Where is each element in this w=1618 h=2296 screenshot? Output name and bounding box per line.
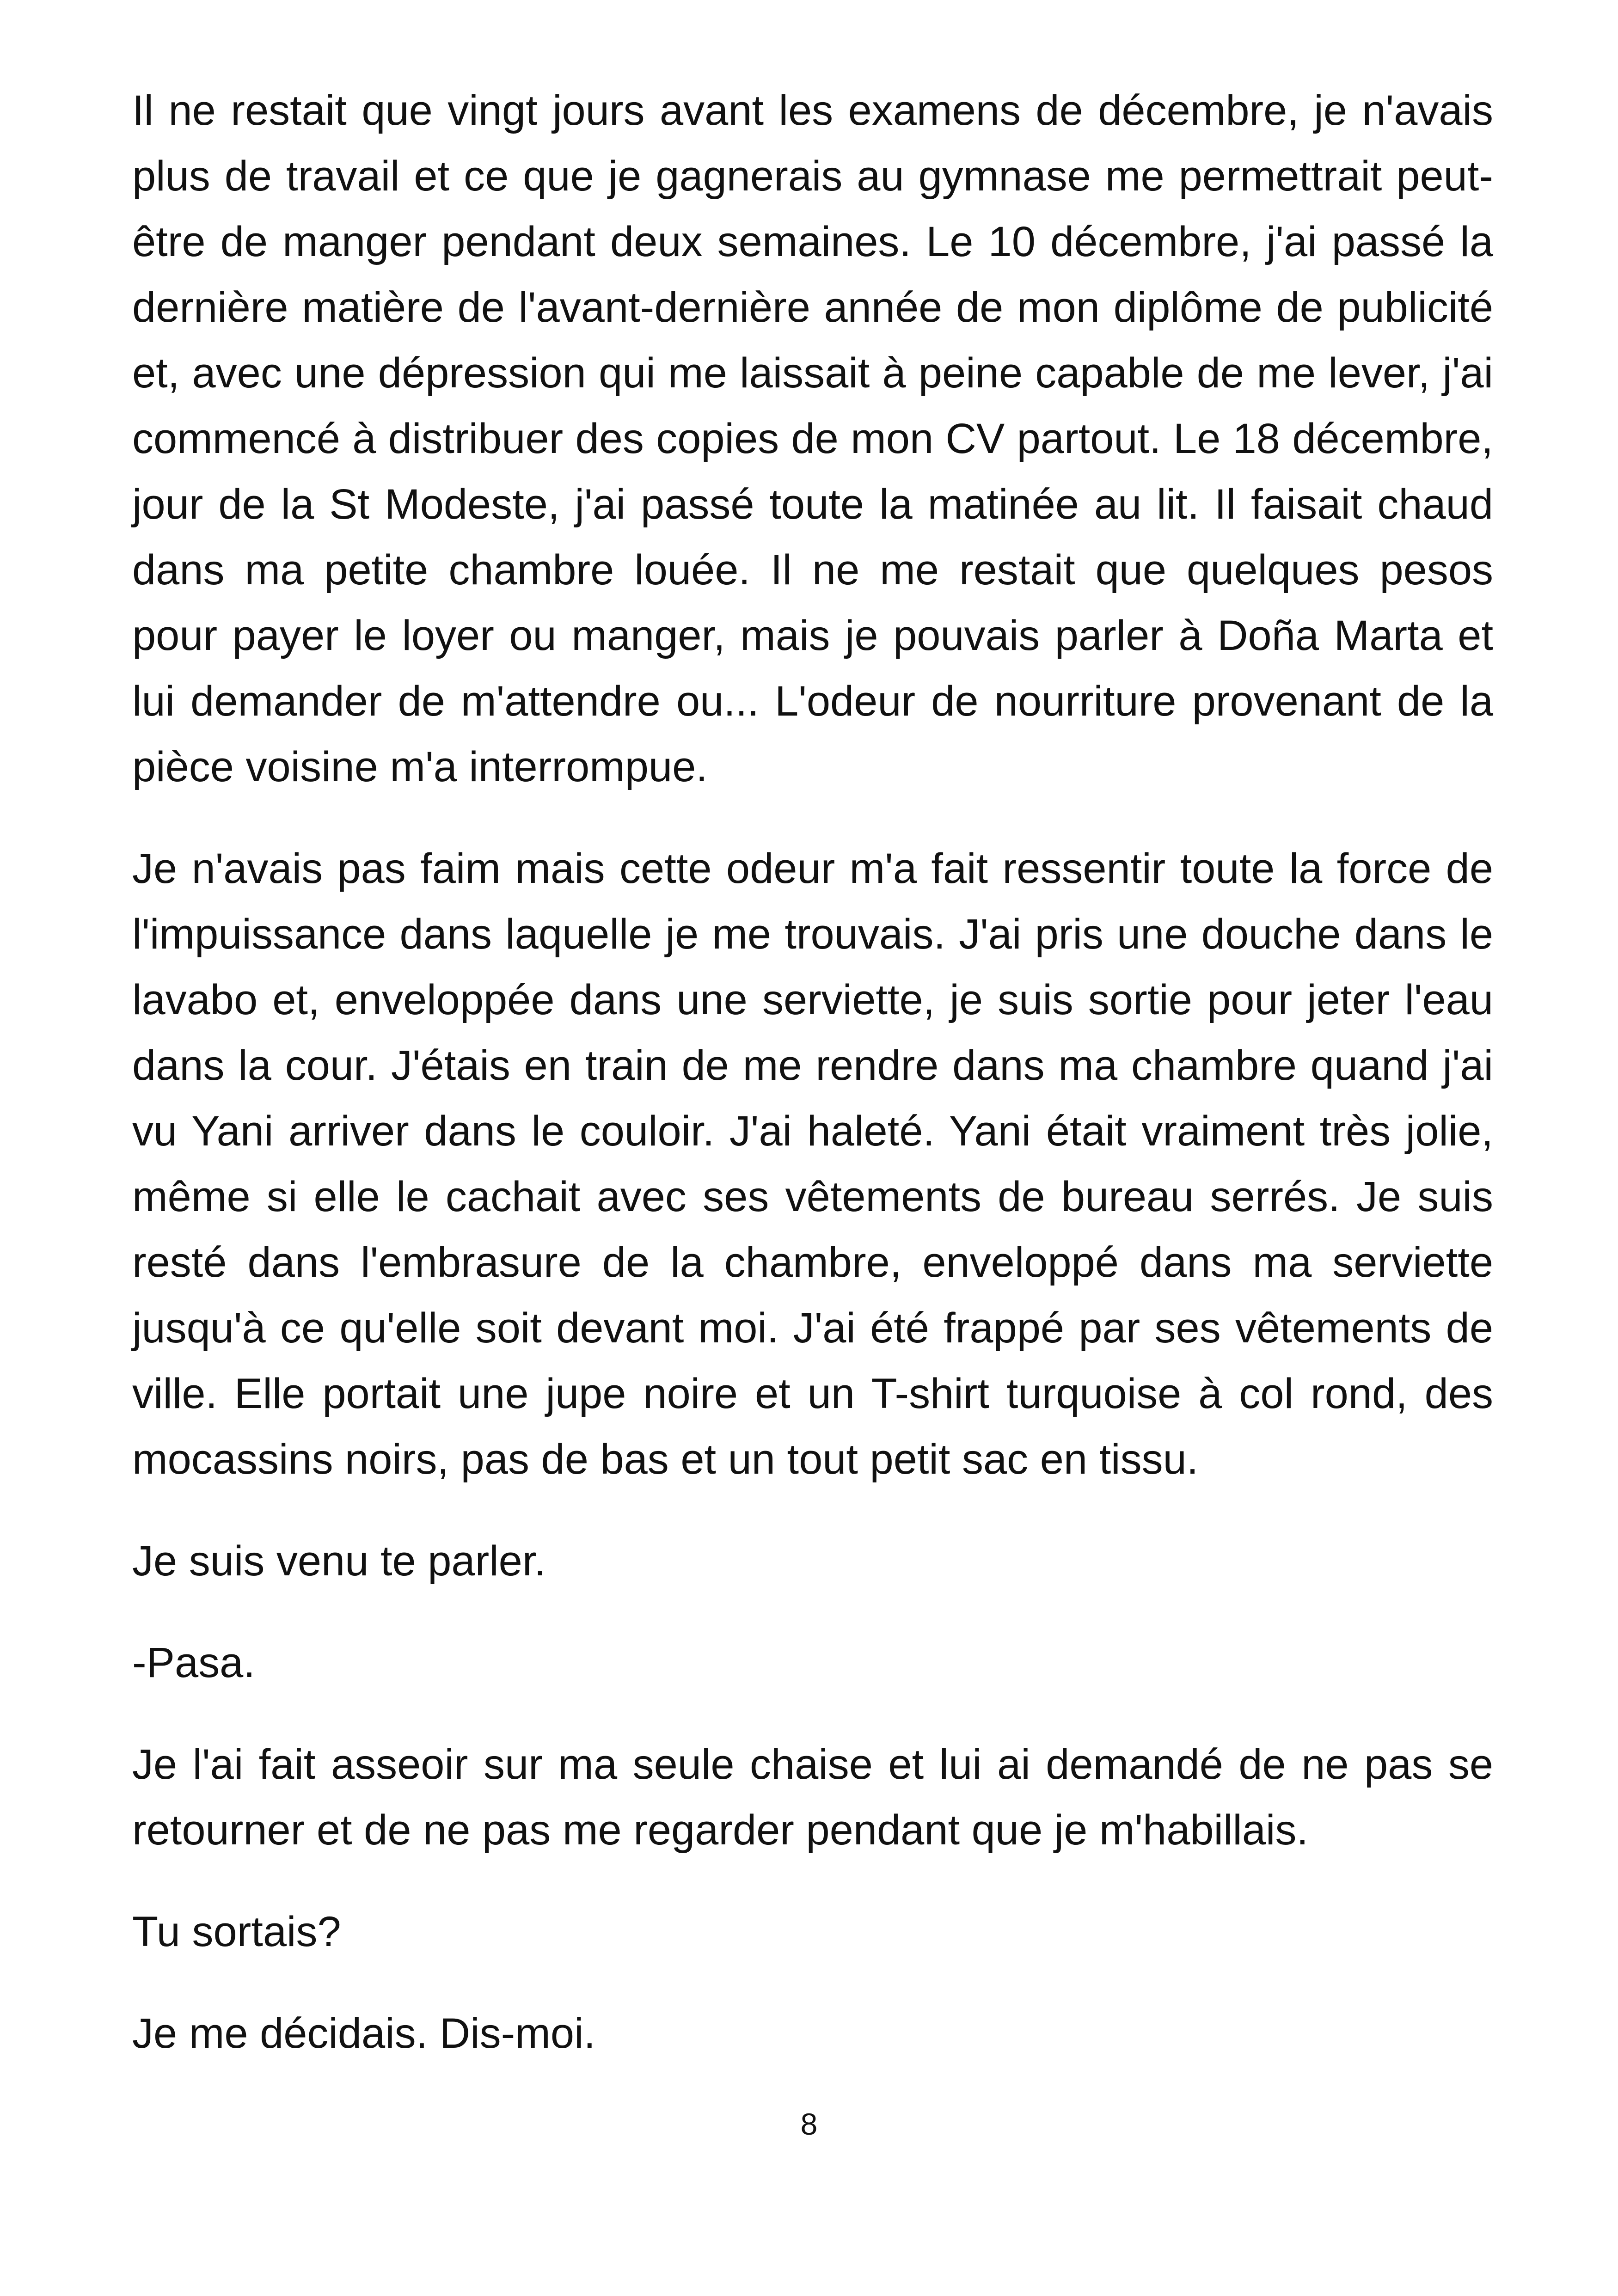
- page-number: 8: [800, 2107, 818, 2141]
- paragraph-7: Je me décidais. Dis-moi.: [132, 2010, 596, 2057]
- paragraph-1: Il ne restait que vingt jours avant les examens de décembre, je n'avais plus de travail et ce que je gagnerais au gymnase me permettrait peut-être de manger pendant deux semaines. Le 10 décembre, j'ai passé la dernière matière de l'avant-dernière année de mon diplôme de publicité et, avec une dépression qui me laissait à peine capable de me lever, j'ai commencé à distribuer des copies de mon CV partout. Le 18 décembre, jour de la St Modeste, j'ai passé toute la matinée au lit. Il faisait chaud dans ma petite chambre louée. Il ne me restait que quelques pesos pour payer le loyer ou manger, mais je pouvais parler à Doña Marta et lui demander de m'attendre ou... L'odeur de nourriture provenant de la pièce voisine m'a interrompue.: [132, 87, 1493, 790]
- paragraph-3: Je suis venu te parler.: [132, 1537, 546, 1585]
- paragraph-6: Tu sortais?: [132, 1908, 341, 1955]
- paragraph-4: -Pasa.: [132, 1639, 255, 1686]
- paragraph-5: Je l'ai fait asseoir sur ma seule chaise et lui ai demandé de ne pas se retourner et de ne pas me regarder pendant que je m'habillais.: [132, 1741, 1493, 1854]
- body-text: [132, 78, 1493, 2066]
- paragraph-2: Je n'avais pas faim mais cette odeur m'a fait ressentir toute la force de l'impuissance dans laquelle je me trouvais. J'ai pris une douche dans le lavabo et, enveloppée dans une serviette, je suis sortie pour jeter l'eau dans la cour. J'étais en train de me rendre dans ma chambre quand j'ai vu Yani arriver dans le couloir. J'ai haleté. Yani était vraiment très jolie, même si elle le cachait avec ses vêtements de bureau serrés. Je suis resté dans l'embrasure de la chambre, enveloppé dans ma serviette jusqu'à ce qu'elle soit devant moi. J'ai été frappé par ses vêtements de ville. Elle portait une jupe noire et un T-shirt turquoise à col rond, des mocassins noirs, pas de bas et un tout petit sac en tissu.: [132, 845, 1493, 1483]
